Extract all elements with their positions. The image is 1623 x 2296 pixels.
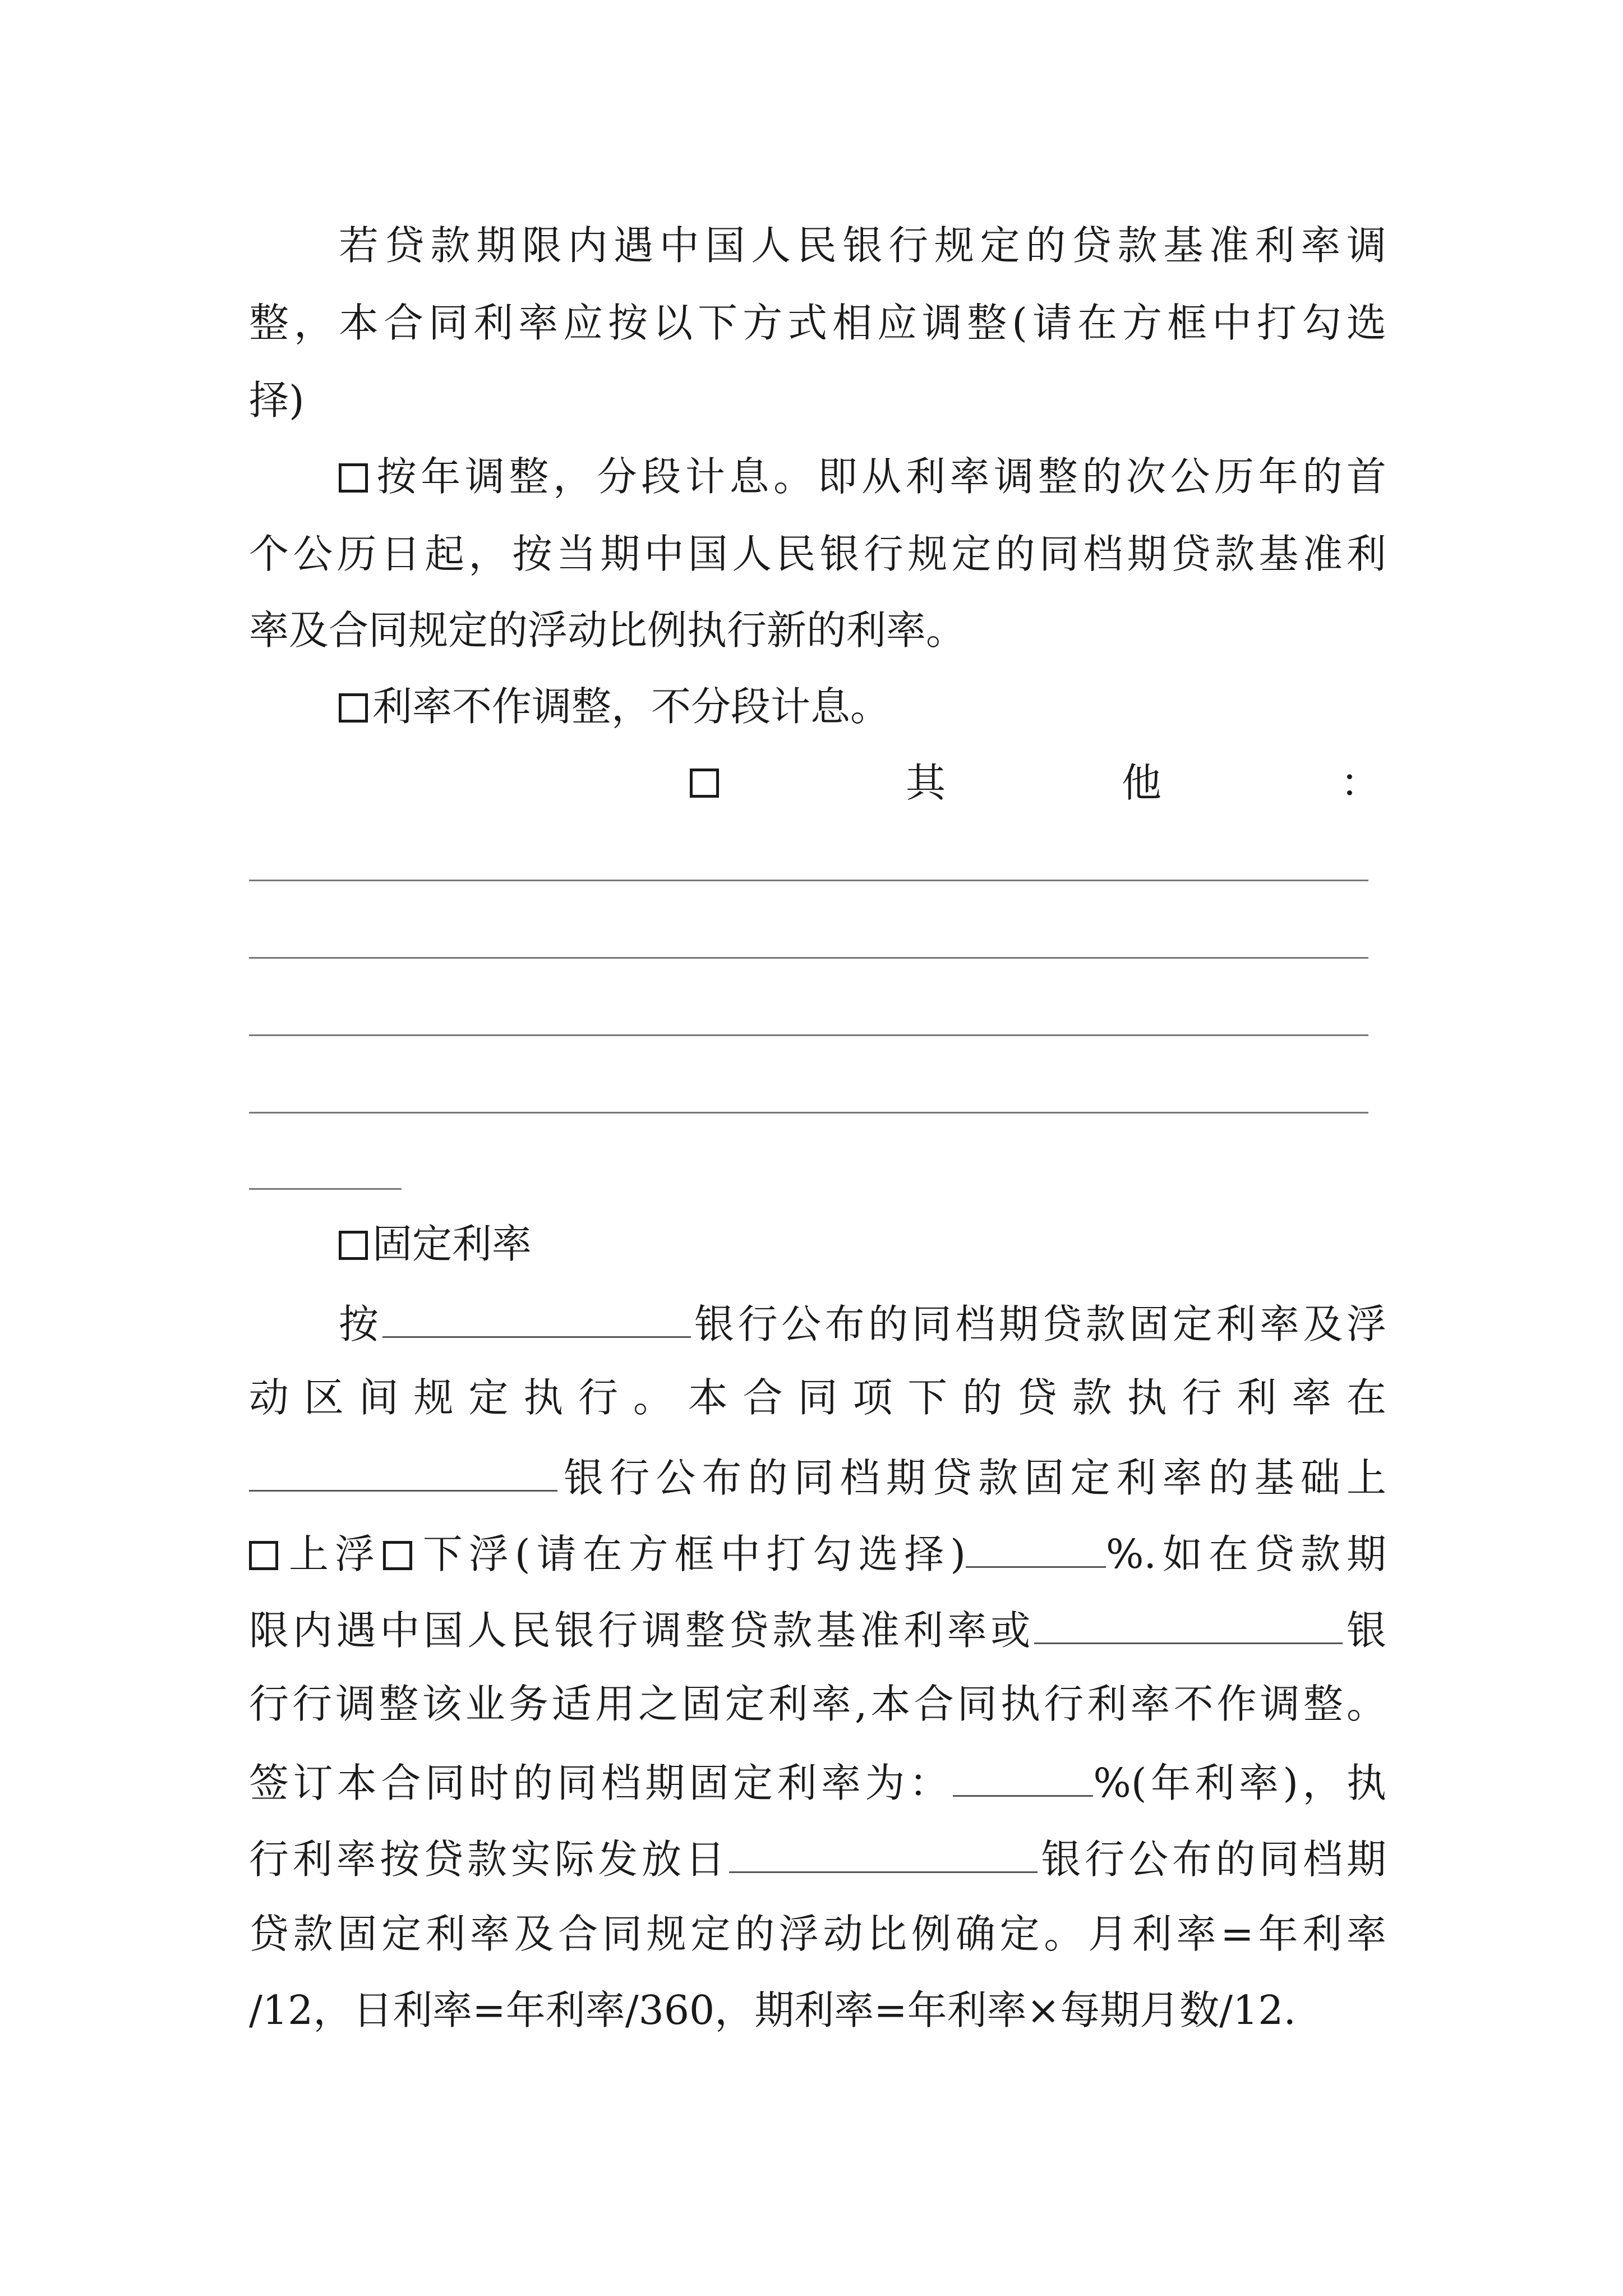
checkbox[interactable]: [339, 693, 368, 723]
paragraph-line: 行利率按贷款实际发放日 银行公布的同档期: [249, 1834, 1386, 1882]
paragraph-line: 上浮 下浮(请在方框中打勾选择) %.如在贷款期: [249, 1529, 1386, 1577]
checkbox-float-up[interactable]: [249, 1541, 278, 1570]
fixed-rate-option: [339, 1222, 532, 1267]
paragraph-line: 率及合同规定的浮动比例执行新的利率。: [249, 607, 966, 654]
paragraph-line: 择): [249, 377, 305, 424]
blank-percentage[interactable]: [953, 1758, 1093, 1797]
paragraph-line: 个公历日起，按当期中国人民银行规定的同档期贷款基准利: [249, 531, 1386, 577]
option-text: 按年调整，分段计息。即从利率调整的次公历年的首: [372, 453, 1386, 500]
checkbox[interactable]: [690, 769, 719, 798]
paragraph-line: 整，本合同利率应按以下方式相应调整(请在方框中打勾选: [249, 300, 1386, 346]
checkbox-float-down[interactable]: [383, 1541, 412, 1570]
paragraph-line: /12，日利率=年利率/360，期利率=年利率×每期月数/12.: [249, 1987, 1297, 2033]
blank-percentage[interactable]: [966, 1529, 1106, 1568]
fill-in-line[interactable]: [249, 1112, 1368, 1114]
paragraph-line: 行行调整该业务适用之固定利率,本合同执行利率不作调整。: [249, 1681, 1386, 1727]
paragraph-line: 签订本合同时的同档期固定利率为： %(年利率)，执: [249, 1758, 1386, 1806]
fill-in-line[interactable]: [249, 880, 1368, 881]
checkbox[interactable]: [339, 463, 368, 493]
other-label-char: 他: [1122, 760, 1162, 806]
checkbox[interactable]: [339, 1231, 368, 1260]
paragraph-line: 按 银行公布的同档期贷款固定利率及浮: [339, 1299, 1386, 1347]
other-label-char: ：: [1340, 760, 1381, 806]
paragraph-line: 若贷款期限内遇中国人民银行规定的贷款基准利率调: [339, 222, 1386, 269]
fill-in-line[interactable]: [249, 1034, 1368, 1036]
option-text: 利率不作调整，不分段计息。: [372, 683, 891, 730]
blank-bank-name[interactable]: [729, 1834, 1038, 1873]
option-other: [690, 760, 1381, 806]
fill-in-line[interactable]: [249, 957, 1368, 959]
paragraph-line: 贷款固定利率及合同规定的浮动比例确定。月利率=年利率: [249, 1911, 1386, 1957]
fill-in-line[interactable]: [249, 1188, 402, 1190]
blank-bank-name[interactable]: [1034, 1605, 1343, 1644]
blank-bank-name[interactable]: [382, 1299, 691, 1338]
option-adjust-yearly: [339, 454, 1386, 499]
option-no-adjust: [339, 684, 890, 729]
paragraph-line: 动区间规定执行。本合同项下的贷款执行利率在: [249, 1374, 1386, 1421]
paragraph-line: 限内遇中国人民银行调整贷款基准利率或 银: [249, 1605, 1386, 1653]
other-label-char: 其: [906, 760, 946, 806]
paragraph-line: 银行公布的同档期贷款固定利率的基础上: [249, 1453, 1386, 1501]
option-text: 固定利率: [372, 1221, 532, 1267]
blank-bank-name[interactable]: [249, 1453, 557, 1492]
